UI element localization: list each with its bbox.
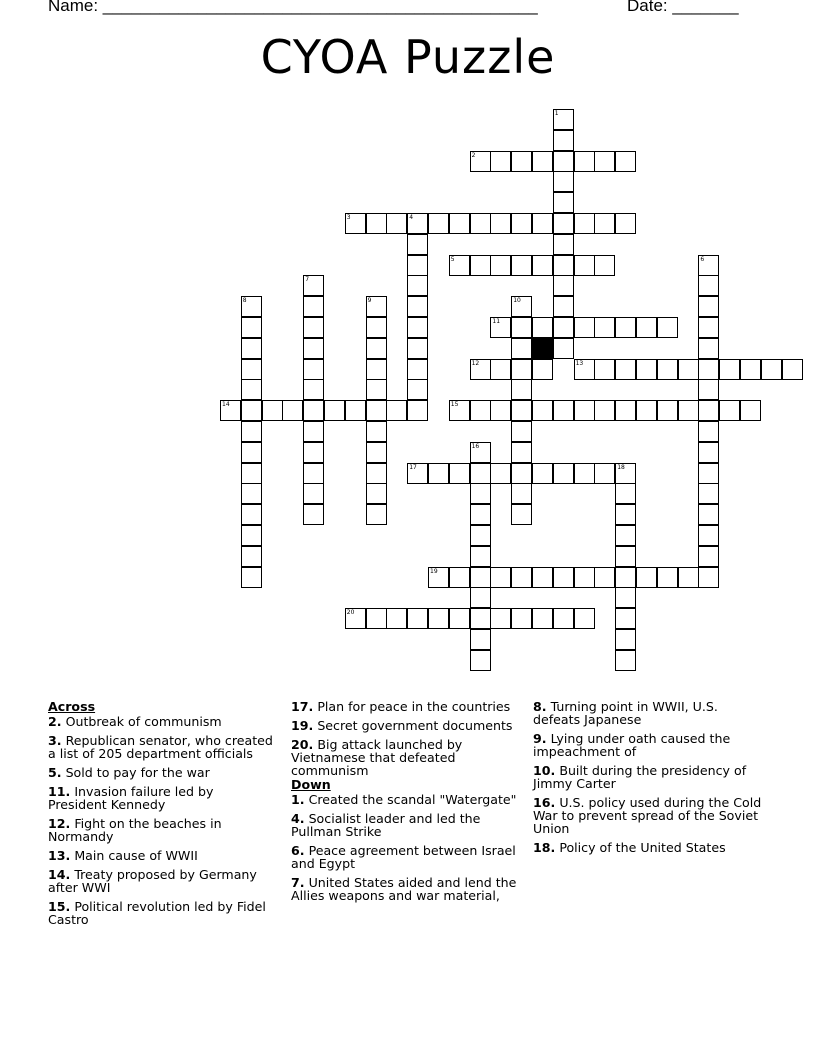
grid-cell[interactable] [615,151,636,172]
grid-cell[interactable] [511,379,532,400]
grid-cell[interactable] [615,463,636,484]
grid-cell[interactable] [511,442,532,463]
grid-cell[interactable] [511,504,532,525]
grid-cell[interactable] [594,151,615,172]
grid-cell[interactable] [511,567,532,588]
grid-cell[interactable] [553,109,574,130]
cell-number: 13 [575,359,584,367]
date-field-label: Date: _______ [627,0,739,15]
clue-item [48,734,273,760]
grid-cell[interactable] [698,379,719,400]
grid-cell[interactable] [470,151,491,172]
clue-number: 9. [533,731,547,746]
grid-cell[interactable] [241,442,262,463]
grid-cell[interactable] [553,296,574,317]
grid-cell[interactable] [407,359,428,380]
grid-cell[interactable] [594,463,615,484]
clue-number: 7. [291,875,305,890]
cell-number: 9 [367,297,372,305]
grid-cell[interactable] [303,338,324,359]
clue-item [48,849,273,862]
grid-cell[interactable] [241,317,262,338]
grid-cell[interactable] [407,234,428,255]
grid-cell[interactable] [366,317,387,338]
grid-cell[interactable] [345,608,366,629]
grid-cell[interactable] [574,151,595,172]
grid-cell[interactable] [553,151,574,172]
clues-column-3 [533,700,768,860]
clue-number: 15. [48,899,71,914]
grid-cell[interactable] [241,483,262,504]
cell-number: 8 [242,297,247,305]
clue-item [48,766,273,779]
down-heading: Down [291,777,331,792]
grid-cell[interactable] [490,317,511,338]
clue-number: 8. [533,699,547,714]
grid-cell[interactable] [241,463,262,484]
grid-cell[interactable] [470,463,491,484]
clue-text: Created the scandal "Watergate" [304,792,517,807]
grid-cell[interactable] [490,567,511,588]
grid-cell[interactable] [511,359,532,380]
grid-cell[interactable] [698,255,719,276]
grid-cell[interactable] [511,296,532,317]
grid-cell[interactable] [366,608,387,629]
grid-cell[interactable] [511,151,532,172]
clue-item [533,796,768,835]
clue-number: 16. [533,795,556,810]
grid-cell[interactable] [407,608,428,629]
clue-item [533,732,768,758]
grid-cell[interactable] [532,255,553,276]
grid-cell[interactable] [615,567,636,588]
clue-number: 2. [48,714,62,729]
grid-cell[interactable] [303,275,324,296]
grid-cell[interactable] [511,483,532,504]
clue-text: Sold to pay for the war [61,765,210,780]
grid-cell[interactable] [657,400,678,421]
cell-number: 19 [430,567,438,575]
grid-cell[interactable] [241,567,262,588]
grid-cell[interactable] [615,629,636,650]
grid-cell[interactable] [615,400,636,421]
clue-item [48,715,273,728]
grid-cell[interactable] [470,255,491,276]
grid-cell[interactable] [449,463,470,484]
grid-cell[interactable] [428,463,449,484]
grid-cell[interactable] [470,587,491,608]
grid-cell[interactable] [407,463,428,484]
grid-cell[interactable] [241,359,262,380]
grid-cell[interactable] [470,442,491,463]
grid-cell[interactable] [636,317,657,338]
cell-number: 20 [346,609,355,617]
grid-cell[interactable] [615,546,636,567]
grid-cell[interactable] [241,525,262,546]
grid-cell[interactable] [241,546,262,567]
clue-number: 10. [533,763,556,778]
clue-item [533,841,768,854]
clue-item [291,844,526,870]
grid-cell[interactable] [553,608,574,629]
grid-cell[interactable] [511,338,532,359]
grid-cell[interactable] [553,192,574,213]
grid-cell[interactable] [303,379,324,400]
grid-cell[interactable] [470,525,491,546]
grid-cell[interactable] [470,650,491,671]
grid-cell[interactable] [553,213,574,234]
grid-cell[interactable] [366,421,387,442]
grid-cell[interactable] [615,213,636,234]
grid-cell[interactable] [262,400,283,421]
cell-number: 18 [617,463,625,471]
grid-cell[interactable] [574,567,595,588]
grid-cell[interactable] [407,255,428,276]
grid-cell[interactable] [407,317,428,338]
grid-cell[interactable] [386,400,407,421]
grid-cell[interactable] [698,400,719,421]
grid-cell[interactable] [698,463,719,484]
clue-number: 12. [48,816,71,831]
grid-cell[interactable] [490,400,511,421]
grid-cell[interactable] [698,317,719,338]
grid-cell[interactable] [553,255,574,276]
grid-cell[interactable] [636,567,657,588]
clue-text: Turning point in WWII, U.S. defeats Japanese [533,699,718,727]
clue-text: Outbreak of communism [61,714,222,729]
clue-text: Big attack launched by Vietnamese that defeated communism [291,737,463,778]
clue-number: 20. [291,737,314,752]
grid-cell[interactable] [303,483,324,504]
clue-item [291,876,526,902]
clue-number: 13. [48,848,71,863]
grid-cell[interactable] [511,608,532,629]
grid-cell[interactable] [532,213,553,234]
grid-cell[interactable] [698,421,719,442]
grid-cell[interactable] [511,463,532,484]
grid-cell[interactable] [490,255,511,276]
grid-cell[interactable] [698,296,719,317]
grid-cell[interactable] [428,213,449,234]
grid-cell[interactable] [678,567,699,588]
grid-cell[interactable] [241,421,262,442]
grid-cell[interactable] [636,400,657,421]
clue-number: 6. [291,843,305,858]
cell-number: 5 [450,255,455,263]
cell-number: 11 [492,318,501,325]
grid-cell[interactable] [449,213,470,234]
grid-cell[interactable] [615,359,636,380]
grid-cell[interactable] [303,317,324,338]
grid-cell[interactable] [407,338,428,359]
grid-cell[interactable] [553,400,574,421]
across-heading: Across [48,699,96,714]
grid-cell[interactable] [470,483,491,504]
page-title: CYOA Puzzle [260,30,556,84]
black-cell [532,338,553,359]
grid-cell[interactable] [490,151,511,172]
cell-number: 1 [554,110,559,117]
grid-cell[interactable] [470,608,491,629]
clue-item [48,817,273,843]
grid-cell[interactable] [490,608,511,629]
grid-cell[interactable] [511,317,532,338]
cell-number: 6 [700,255,705,263]
grid-cell[interactable] [574,213,595,234]
grid-cell[interactable] [594,213,615,234]
clue-number: 17. [291,699,314,714]
grid-cell[interactable] [241,504,262,525]
clue-number: 14. [48,867,71,882]
clue-text: Invasion failure led by President Kennedy [48,784,214,812]
grid-cell[interactable] [366,400,387,421]
grid-cell[interactable] [449,567,470,588]
grid-cell[interactable] [407,400,428,421]
grid-cell[interactable] [553,567,574,588]
cell-number: 15 [450,401,459,409]
grid-cell[interactable] [615,317,636,338]
grid-cell[interactable] [345,213,366,234]
grid-cell[interactable] [553,275,574,296]
grid-cell[interactable] [407,379,428,400]
grid-cell[interactable] [241,379,262,400]
grid-cell[interactable] [740,400,761,421]
grid-cell[interactable] [386,213,407,234]
clue-item [48,868,273,894]
grid-cell[interactable] [366,359,387,380]
grid-cell[interactable] [303,463,324,484]
grid-cell[interactable] [553,463,574,484]
grid-cell[interactable] [303,504,324,525]
grid-cell[interactable] [594,567,615,588]
clue-number: 3. [48,733,62,748]
clue-number: 11. [48,784,71,799]
clue-item [291,700,526,713]
grid-cell[interactable] [511,213,532,234]
grid-cell[interactable] [719,400,740,421]
clue-text: Main cause of WWII [70,848,198,863]
grid-cell[interactable] [615,587,636,608]
grid-cell[interactable] [698,359,719,380]
grid-cell[interactable] [303,442,324,463]
clue-text: Policy of the United States [555,840,726,855]
grid-cell[interactable] [782,359,803,380]
clue-item [48,900,273,926]
clue-number: 5. [48,765,62,780]
grid-cell[interactable] [470,629,491,650]
grid-cell[interactable] [698,483,719,504]
cell-number: 10 [513,297,521,305]
grid-cell[interactable] [490,359,511,380]
clue-text: Built during the presidency of Jimmy Carter [533,763,747,791]
grid-cell[interactable] [386,608,407,629]
grid-cell[interactable] [511,400,532,421]
clue-text: Peace agreement between Israel and Egypt [291,843,516,871]
grid-cell[interactable] [553,171,574,192]
clue-text: Political revolution led by Fidel Castro [48,899,266,927]
grid-cell[interactable] [636,359,657,380]
clue-text: Lying under oath caused the impeachment of [533,731,731,759]
grid-cell[interactable] [594,255,615,276]
grid-cell[interactable] [449,400,470,421]
clue-text: Republican senator, who created a list of 205 department officials [48,733,273,761]
grid-cell[interactable] [698,525,719,546]
clues-column-1 [48,700,273,932]
clue-text: United States aided and lend the Allies weapons and war material, [291,875,517,903]
grid-cell[interactable] [449,255,470,276]
grid-cell[interactable] [657,567,678,588]
clue-item [48,785,273,811]
grid-cell[interactable] [366,463,387,484]
grid-cell[interactable] [366,442,387,463]
grid-cell[interactable] [241,400,262,421]
grid-cell[interactable] [698,338,719,359]
grid-cell[interactable] [698,504,719,525]
grid-cell[interactable] [490,213,511,234]
grid-cell[interactable] [698,442,719,463]
cell-number: 14 [222,401,230,409]
grid-cell[interactable] [366,379,387,400]
clue-item [291,793,526,806]
grid-cell[interactable] [241,296,262,317]
grid-cell[interactable] [303,421,324,442]
grid-cell[interactable] [698,275,719,296]
grid-cell[interactable] [428,608,449,629]
grid-cell[interactable] [366,483,387,504]
grid-cell[interactable] [574,463,595,484]
grid-cell[interactable] [574,400,595,421]
grid-cell[interactable] [719,359,740,380]
grid-cell[interactable] [511,255,532,276]
grid-cell[interactable] [615,504,636,525]
clue-text: Treaty proposed by Germany after WWI [48,867,257,895]
grid-cell[interactable] [282,400,303,421]
grid-cell[interactable] [574,359,595,380]
grid-cell[interactable] [657,317,678,338]
grid-cell[interactable] [407,275,428,296]
grid-cell[interactable] [470,546,491,567]
grid-cell[interactable] [553,234,574,255]
grid-cell[interactable] [678,359,699,380]
clue-text: Secret government documents [313,718,513,733]
grid-cell[interactable] [553,130,574,151]
grid-cell[interactable] [303,359,324,380]
clue-item [291,812,526,838]
grid-cell[interactable] [407,213,428,234]
grid-cell[interactable] [532,400,553,421]
grid-cell[interactable] [615,650,636,671]
grid-cell[interactable] [366,504,387,525]
grid-cell[interactable] [345,400,366,421]
grid-cell[interactable] [532,317,553,338]
grid-cell[interactable] [615,608,636,629]
clue-item [533,700,768,726]
grid-cell[interactable] [470,359,491,380]
clue-number: 18. [533,840,556,855]
grid-cell[interactable] [657,359,678,380]
grid-cell[interactable] [740,359,761,380]
grid-cell[interactable] [303,296,324,317]
grid-cell[interactable] [490,463,511,484]
cell-number: 2 [471,151,476,159]
clue-item [291,738,526,777]
grid-cell[interactable] [303,400,324,421]
grid-cell[interactable] [594,359,615,380]
grid-cell[interactable] [366,338,387,359]
grid-cell[interactable] [324,400,345,421]
grid-cell[interactable] [532,359,553,380]
cell-number: 12 [471,359,480,367]
grid-cell[interactable] [470,400,491,421]
clue-number: 4. [291,811,305,826]
grid-cell[interactable] [678,400,699,421]
clue-text: U.S. policy used during the Cold War to prevent spread of the Soviet Union [533,795,762,836]
cell-number: 3 [346,214,351,221]
grid-cell[interactable] [532,151,553,172]
clue-number: 19. [291,718,314,733]
name-field-label: Name: ______________________________________________ [48,0,538,15]
grid-cell[interactable] [366,213,387,234]
grid-cell[interactable] [532,608,553,629]
grid-cell[interactable] [574,255,595,276]
cell-number: 4 [409,214,414,221]
grid-cell[interactable] [511,421,532,442]
cell-number: 7 [305,276,310,284]
cell-number: 16 [471,442,480,450]
cell-number: 17 [409,463,417,471]
grid-cell[interactable] [698,567,719,588]
grid-cell[interactable] [553,338,574,359]
clue-text: Socialist leader and led the Pullman Strike [291,811,481,839]
grid-cell[interactable] [553,317,574,338]
clues-column-2 [291,700,526,908]
clue-number: 1. [291,792,305,807]
grid-cell[interactable] [366,296,387,317]
grid-cell[interactable] [241,338,262,359]
grid-cell[interactable] [407,296,428,317]
grid-cell[interactable] [470,213,491,234]
grid-cell[interactable] [574,317,595,338]
grid-cell[interactable] [594,317,615,338]
grid-cell[interactable] [615,525,636,546]
clue-item [291,719,526,732]
grid-cell[interactable] [449,608,470,629]
grid-cell[interactable] [470,567,491,588]
grid-cell[interactable] [574,608,595,629]
clue-item [533,764,768,790]
grid-cell[interactable] [428,567,449,588]
grid-cell[interactable] [698,546,719,567]
grid-cell[interactable] [761,359,782,380]
grid-cell[interactable] [615,483,636,504]
grid-cell[interactable] [220,400,241,421]
clue-text: Plan for peace in the countries [313,699,511,714]
grid-cell[interactable] [532,567,553,588]
grid-cell[interactable] [470,504,491,525]
grid-cell[interactable] [594,400,615,421]
grid-cell[interactable] [532,463,553,484]
clue-text: Fight on the beaches in Normandy [48,816,222,844]
